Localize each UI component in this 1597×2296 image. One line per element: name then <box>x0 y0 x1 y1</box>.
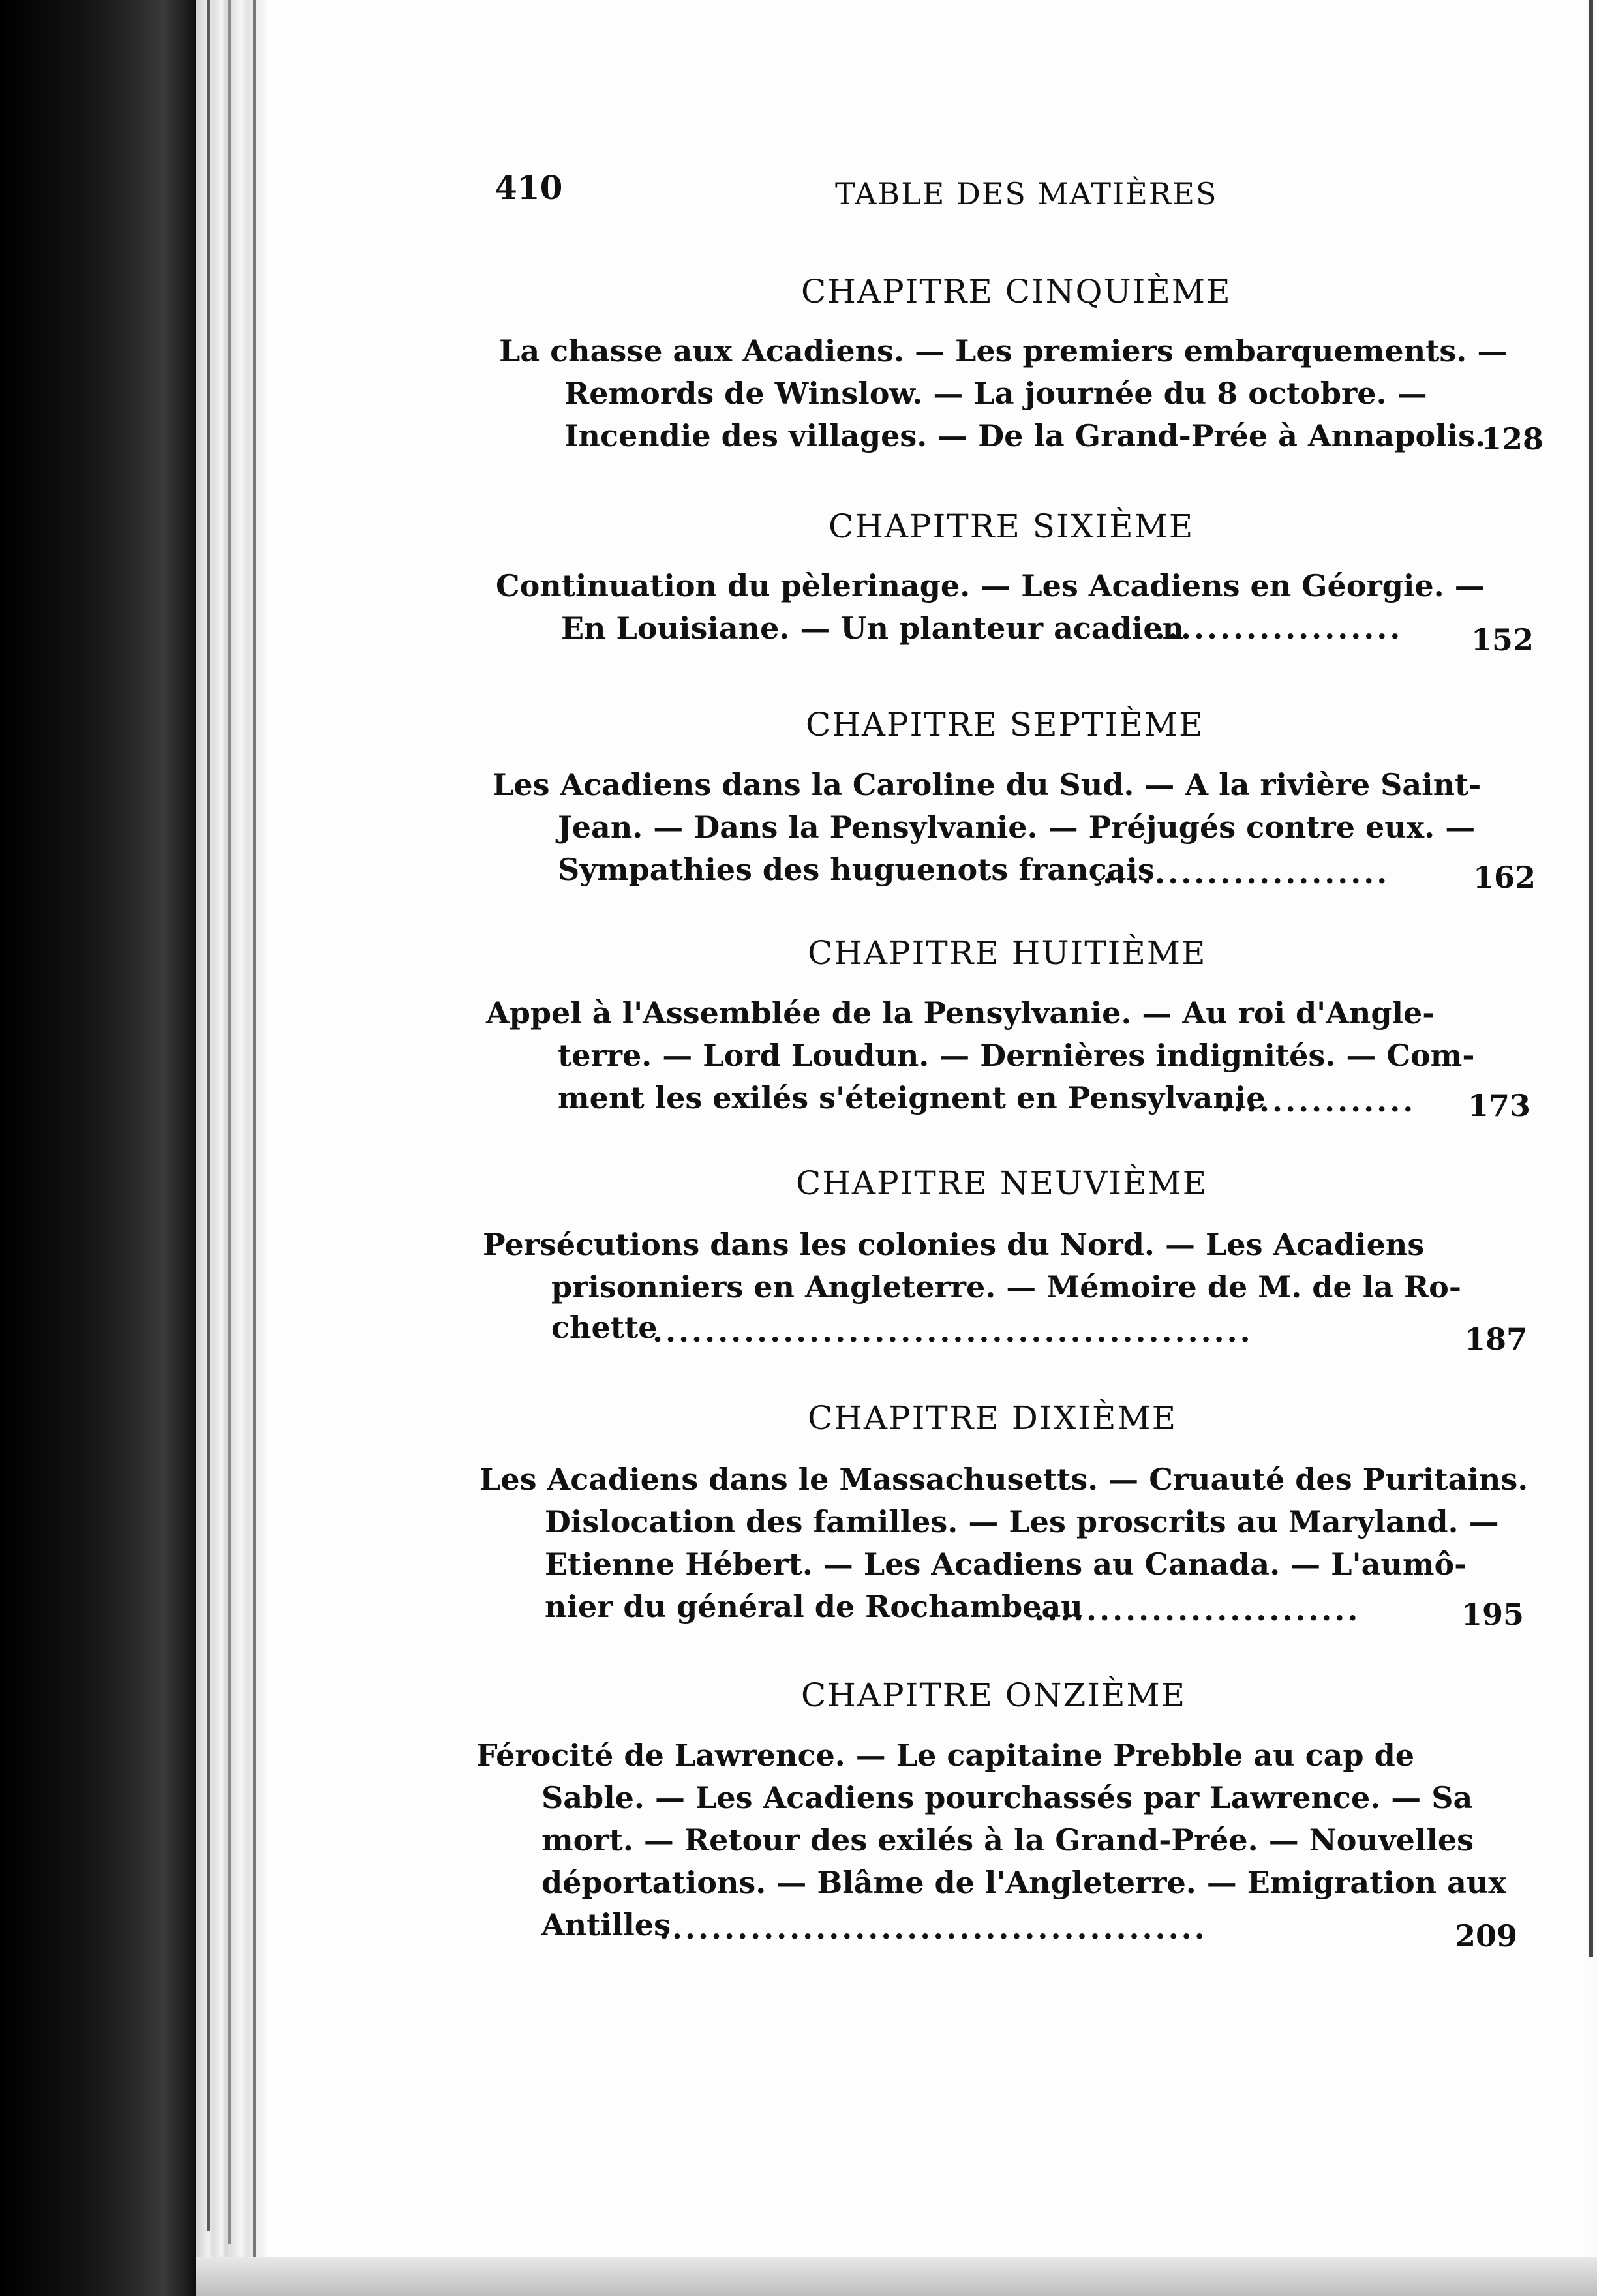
entry-line: Jean. — Dans la Pensylvanie. — Préjugés contre eux. — <box>558 809 1476 845</box>
page-number: 410 <box>494 168 563 207</box>
dot-leader: .............................................. <box>652 1316 1253 1346</box>
entry-line: déportations. — Blâme de l'Angleterre. — Emigration aux <box>541 1865 1506 1900</box>
entry-line: chette <box>551 1310 658 1345</box>
chapter-title: CHAPITRE SIXIÈME <box>829 507 1194 545</box>
entry-line: Férocité de Lawrence. — Le capitaine Prebble au cap de <box>476 1738 1414 1773</box>
entry-line: Les Acadiens dans le Massachusetts. — Cruauté des Puritains. <box>479 1462 1529 1497</box>
chapter-title: CHAPITRE DIXIÈME <box>808 1399 1178 1437</box>
dot-leader: ................... <box>1155 613 1403 643</box>
entry-page-number: 152 <box>1471 622 1534 657</box>
chapter-title: CHAPITRE CINQUIÈME <box>801 273 1232 310</box>
entry-line: ment les exilés s'éteignent en Pensylvanie <box>558 1080 1266 1115</box>
entry-line: Remords de Winslow. — La journée du 8 octobre. — <box>564 376 1427 411</box>
entry-page-number: 187 <box>1465 1322 1528 1357</box>
entry-line: prisonniers en Angleterre. — Mémoire de M. de la Ro- <box>551 1269 1461 1305</box>
entry-line: Dislocation des familles. — Les proscrits au Maryland. — <box>545 1504 1499 1539</box>
entry-line: La chasse aux Acadiens. — Les premiers embarquements. — <box>499 333 1508 369</box>
entry-page-number: 173 <box>1468 1088 1531 1123</box>
entry-line: Persécutions dans les colonies du Nord. — Les Acadiens <box>483 1227 1425 1262</box>
entry-page-number: 209 <box>1455 1918 1518 1954</box>
entry-page-number: 162 <box>1473 860 1536 895</box>
chapter-title: CHAPITRE HUITIÈME <box>808 934 1207 972</box>
entry-line: nier du général de Rochambeau <box>545 1589 1083 1624</box>
entry-line: Antilles <box>541 1907 671 1942</box>
entry-line: Sympathies des huguenots français <box>558 852 1155 887</box>
chapter-title: CHAPITRE NEUVIÈME <box>796 1164 1208 1202</box>
running-title: TABLE DES MATIÈRES <box>835 176 1218 211</box>
entry-line: Appel à l'Assemblée de la Pensylvanie. — Au roi d'Angle- <box>486 995 1435 1031</box>
chapter-title: CHAPITRE ONZIÈME <box>801 1676 1187 1714</box>
entry-page-number: 128 <box>1481 421 1544 457</box>
entry-line: Continuation du pèlerinage. — Les Acadiens en Géorgie. — <box>496 568 1485 603</box>
entry-line: terre. — Lord Loudun. — Dernières indignités. — Com- <box>558 1038 1475 1073</box>
chapter-title: CHAPITRE SEPTIÈME <box>806 706 1204 744</box>
entry-line: En Louisiane. — Un planteur acadien <box>561 611 1185 646</box>
entry-line: mort. — Retour des exilés à la Grand-Prée. — Nouvelles <box>541 1822 1474 1858</box>
dot-leader: .......................................... <box>659 1913 1208 1943</box>
entry-line: Etienne Hébert. — Les Acadiens au Canada. — L'aumô- <box>545 1547 1467 1582</box>
entry-line: Sable. — Les Acadiens pourchassés par Lawrence. — Sa <box>541 1780 1473 1815</box>
entry-line: Incendie des villages. — De la Grand-Prée à Annapolis. <box>564 418 1486 453</box>
dot-leader: ......................... <box>1034 1595 1361 1625</box>
dot-leader: ............... <box>1220 1086 1416 1116</box>
entry-page-number: 195 <box>1461 1597 1525 1632</box>
entry-line: Les Acadiens dans la Caroline du Sud. — A la rivière Saint- <box>493 767 1482 802</box>
dot-leader: ...................... <box>1103 858 1390 888</box>
